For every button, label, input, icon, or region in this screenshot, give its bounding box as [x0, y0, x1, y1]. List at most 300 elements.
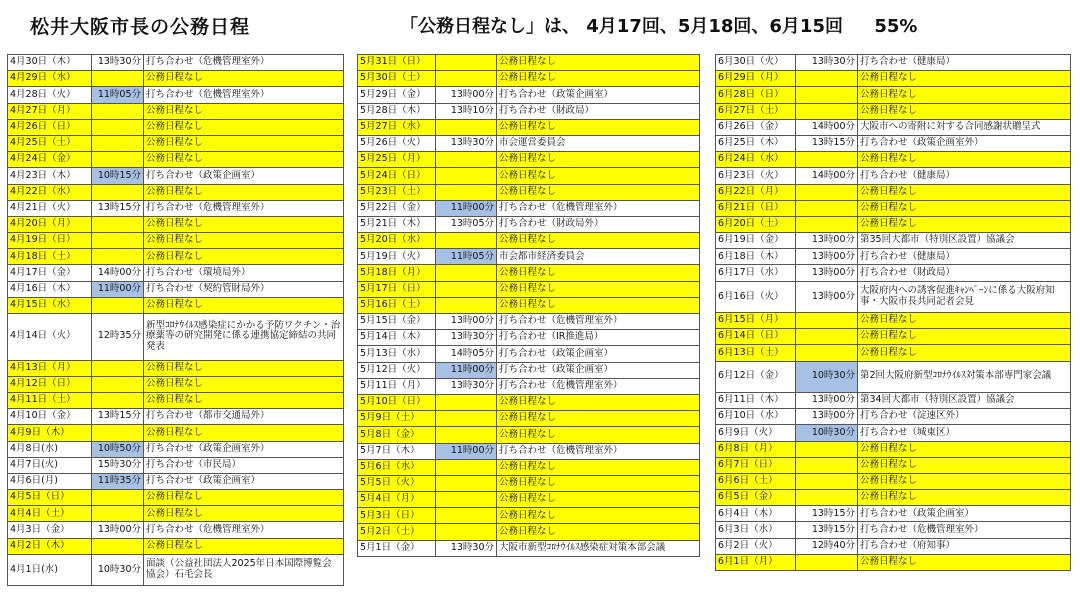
- description-cell: 大阪市への寄附に対する合同感謝状贈呈式: [858, 119, 1071, 135]
- date-cell: 5月26日（火）: [358, 135, 436, 151]
- time-cell: [436, 281, 497, 297]
- date-cell: 6月8日（月）: [716, 441, 796, 457]
- date-cell: 6月28日（日）: [716, 87, 796, 103]
- description-cell: 公務日程なし: [144, 184, 344, 200]
- description-cell: 公務日程なし: [144, 360, 344, 376]
- date-cell: 6月2日（火）: [716, 538, 796, 554]
- time-cell: [92, 119, 144, 135]
- description-cell: 打ち合わせ（城東区）: [858, 425, 1071, 441]
- time-cell: 11時00分: [436, 200, 497, 216]
- time-cell: [92, 249, 144, 265]
- table-row: [716, 87, 1071, 103]
- table-row: [716, 200, 1071, 216]
- time-cell: [436, 524, 497, 540]
- table-row: [716, 71, 1071, 87]
- description-cell: 公務日程なし: [858, 103, 1071, 119]
- date-cell: 5月13日（水）: [358, 346, 436, 362]
- time-cell: 11時05分: [436, 249, 497, 265]
- table-row: [8, 135, 344, 151]
- time-cell: [436, 119, 497, 135]
- table-row: [716, 119, 1071, 135]
- date-cell: 6月20日（土）: [716, 216, 796, 232]
- time-cell: [796, 152, 858, 168]
- time-cell: 14時00分: [796, 168, 858, 184]
- date-cell: 4月23日（木）: [8, 168, 92, 184]
- table-row: [8, 55, 344, 71]
- description-cell: 打ち合わせ（市民局）: [144, 457, 344, 473]
- date-cell: 4月24日（金）: [8, 152, 92, 168]
- time-cell: [796, 103, 858, 119]
- table-row: [358, 378, 700, 394]
- date-cell: 5月7日（木）: [358, 443, 436, 459]
- table-row: [358, 55, 700, 71]
- table-row: [358, 475, 700, 491]
- table-row: [716, 313, 1071, 329]
- time-cell: [436, 184, 497, 200]
- table-row: [716, 233, 1071, 249]
- time-cell: [796, 490, 858, 506]
- date-cell: 6月22日（月）: [716, 184, 796, 200]
- table-row: [358, 281, 700, 297]
- date-cell: 6月26日（金）: [716, 119, 796, 135]
- table-row: [716, 425, 1071, 441]
- date-cell: 5月5日（火）: [358, 475, 436, 491]
- time-cell: 13時30分: [92, 55, 144, 71]
- table-row: [358, 87, 700, 103]
- time-cell: [436, 297, 497, 313]
- time-cell: [436, 508, 497, 524]
- time-cell: 13時30分: [436, 378, 497, 394]
- date-cell: 4月28日（火）: [8, 87, 92, 103]
- time-cell: [92, 184, 144, 200]
- time-cell: [92, 71, 144, 87]
- table-row: [8, 184, 344, 200]
- date-cell: 6月6日（土）: [716, 473, 796, 489]
- date-cell: 6月24日（水）: [716, 152, 796, 168]
- description-cell: 公務日程なし: [858, 473, 1071, 489]
- time-cell: [92, 103, 144, 119]
- description-cell: 公務日程なし: [497, 281, 700, 297]
- table-row: [358, 443, 700, 459]
- date-cell: 4月16日（木）: [8, 281, 92, 297]
- table-row: [716, 152, 1071, 168]
- table-row: [358, 362, 700, 378]
- time-cell: [92, 425, 144, 441]
- table-row: [358, 524, 700, 540]
- date-cell: 6月23日（火）: [716, 168, 796, 184]
- time-cell: [436, 168, 497, 184]
- table-row: [358, 314, 700, 330]
- description-cell: 公務日程なし: [858, 184, 1071, 200]
- description-cell: 打ち合わせ（政策企画室）: [858, 506, 1071, 522]
- date-cell: 6月4日（木）: [716, 506, 796, 522]
- table-row: [8, 297, 344, 313]
- table-row: [8, 265, 344, 281]
- description-cell: 打ち合わせ（健康局）: [858, 55, 1071, 71]
- description-cell: 公務日程なし: [858, 200, 1071, 216]
- time-cell: 13時00分: [796, 233, 858, 249]
- table-row: [8, 119, 344, 135]
- description-cell: 公務日程なし: [858, 71, 1071, 87]
- time-cell: [436, 459, 497, 475]
- table-row: [358, 168, 700, 184]
- time-cell: 13時00分: [796, 392, 858, 408]
- table-row: [716, 361, 1071, 392]
- time-cell: 10時30分: [796, 425, 858, 441]
- date-cell: 4月7日(火): [8, 457, 92, 473]
- description-cell: 市会都市経済委員会: [497, 249, 700, 265]
- time-cell: 12時40分: [796, 538, 858, 554]
- date-cell: 4月30日（木）: [8, 55, 92, 71]
- time-cell: 13時00分: [436, 87, 497, 103]
- description-cell: 打ち合わせ（政策企画室）: [497, 362, 700, 378]
- date-cell: 4月20日（月）: [8, 216, 92, 232]
- description-cell: 打ち合わせ（財政局）: [497, 103, 700, 119]
- description-cell: 公務日程なし: [497, 55, 700, 71]
- time-cell: 13時00分: [796, 249, 858, 265]
- date-cell: 5月14日（木）: [358, 330, 436, 346]
- description-cell: 打ち合わせ（危機管理室外）: [497, 200, 700, 216]
- description-cell: 打ち合わせ（政策企画室）: [144, 473, 344, 489]
- description-cell: 公務日程なし: [497, 119, 700, 135]
- schedule-table-may: [357, 54, 700, 557]
- description-cell: 公務日程なし: [144, 297, 344, 313]
- date-cell: 6月15日（月）: [716, 313, 796, 329]
- date-cell: 5月16日（土）: [358, 297, 436, 313]
- table-row: [716, 329, 1071, 345]
- table-row: [8, 71, 344, 87]
- date-cell: 6月29日（月）: [716, 71, 796, 87]
- time-cell: 13時00分: [436, 314, 497, 330]
- time-cell: 13時00分: [796, 409, 858, 425]
- date-cell: 5月18日（月）: [358, 265, 436, 281]
- date-cell: 6月16日（火）: [716, 281, 796, 312]
- description-cell: 公務日程なし: [858, 490, 1071, 506]
- description-cell: 第35回大都市（特別区設置）協議会: [858, 233, 1071, 249]
- date-cell: 6月5日（金）: [716, 490, 796, 506]
- time-cell: [436, 427, 497, 443]
- date-cell: 5月4日（月）: [358, 492, 436, 508]
- description-cell: 公務日程なし: [497, 71, 700, 87]
- table-row: [358, 459, 700, 475]
- date-cell: 6月13日（土）: [716, 345, 796, 361]
- date-cell: 6月3日（水）: [716, 522, 796, 538]
- date-cell: 4月18日（土）: [8, 249, 92, 265]
- description-cell: 公務日程なし: [858, 216, 1071, 232]
- table-row: [358, 152, 700, 168]
- date-cell: 4月17日（金）: [8, 265, 92, 281]
- description-cell: 打ち合わせ（財政局外）: [497, 216, 700, 232]
- table-row: [358, 119, 700, 135]
- description-cell: 打ち合わせ（都市交通局外）: [144, 409, 344, 425]
- description-cell: 面談（公益社団法人2025年日本国際博覧会協会）石毛会長: [144, 554, 344, 585]
- table-row: [8, 249, 344, 265]
- time-cell: [436, 411, 497, 427]
- description-cell: 公務日程なし: [144, 135, 344, 151]
- description-cell: 新型ｺﾛﾅｳｲﾙｽ感染症にかかる予防ワクチン・治療薬等の研究開発に係る連携協定締結の共同発表: [144, 314, 344, 361]
- date-cell: 4月4日（土）: [8, 506, 92, 522]
- description-cell: 第34回大都市（特別区設置）協議会: [858, 392, 1071, 408]
- time-cell: [92, 506, 144, 522]
- date-cell: 6月11日（木）: [716, 392, 796, 408]
- description-cell: 打ち合わせ（府知事）: [858, 538, 1071, 554]
- table-row: [716, 184, 1071, 200]
- time-cell: [92, 376, 144, 392]
- description-cell: 第2回大阪府新型ｺﾛﾅｳｲﾙｽ対策本部専門家会議: [858, 361, 1071, 392]
- time-cell: [92, 490, 144, 506]
- summary-text: 「公務日程なし」は、 4月17回、5月18回、6月15回 55%: [400, 16, 918, 37]
- description-cell: 公務日程なし: [144, 490, 344, 506]
- description-cell: 公務日程なし: [858, 554, 1071, 570]
- date-cell: 5月1日（金）: [358, 540, 436, 556]
- date-cell: 5月11日（月）: [358, 378, 436, 394]
- description-cell: 公務日程なし: [497, 411, 700, 427]
- description-cell: 打ち合わせ（危機管理室外）: [497, 378, 700, 394]
- time-cell: 11時00分: [436, 362, 497, 378]
- description-cell: 打ち合わせ（政策企画室）: [497, 87, 700, 103]
- description-cell: 公務日程なし: [497, 459, 700, 475]
- date-cell: 5月3日（日）: [358, 508, 436, 524]
- date-cell: 5月24日（日）: [358, 168, 436, 184]
- description-cell: 打ち合わせ（危機管理室外）: [497, 443, 700, 459]
- time-cell: [436, 152, 497, 168]
- time-cell: [796, 313, 858, 329]
- time-cell: 11時00分: [92, 281, 144, 297]
- time-cell: [92, 216, 144, 232]
- table-row: [716, 168, 1071, 184]
- time-cell: 12時35分: [92, 314, 144, 361]
- table-row: [8, 392, 344, 408]
- time-cell: 10時30分: [92, 554, 144, 585]
- description-cell: 打ち合わせ（政策企画室）: [497, 346, 700, 362]
- date-cell: 4月10日（金）: [8, 409, 92, 425]
- date-cell: 6月18日（木）: [716, 249, 796, 265]
- description-cell: 公務日程なし: [144, 152, 344, 168]
- description-cell: 公務日程なし: [858, 329, 1071, 345]
- date-cell: 4月29日（水）: [8, 71, 92, 87]
- table-row: [716, 265, 1071, 281]
- table-row: [716, 522, 1071, 538]
- table-row: [8, 490, 344, 506]
- table-row: [358, 249, 700, 265]
- description-cell: 公務日程なし: [497, 475, 700, 491]
- description-cell: 公務日程なし: [497, 168, 700, 184]
- time-cell: [796, 457, 858, 473]
- table-row: [8, 168, 344, 184]
- date-cell: 4月5日（日）: [8, 490, 92, 506]
- time-cell: 13時00分: [796, 281, 858, 312]
- table-row: [358, 265, 700, 281]
- description-cell: 公務日程なし: [144, 71, 344, 87]
- date-cell: 5月17日（日）: [358, 281, 436, 297]
- date-cell: 5月6日（水）: [358, 459, 436, 475]
- time-cell: 13時30分: [436, 540, 497, 556]
- time-cell: [92, 233, 144, 249]
- table-row: [358, 103, 700, 119]
- time-cell: [92, 360, 144, 376]
- table-row: [358, 330, 700, 346]
- date-cell: 5月23日（土）: [358, 184, 436, 200]
- table-row: [716, 457, 1071, 473]
- date-cell: 5月22日（金）: [358, 200, 436, 216]
- date-cell: 5月31日（日）: [358, 55, 436, 71]
- description-cell: 公務日程なし: [497, 524, 700, 540]
- date-cell: 6月10日（水）: [716, 409, 796, 425]
- date-cell: 5月20日（水）: [358, 233, 436, 249]
- table-row: [358, 233, 700, 249]
- date-cell: 5月27日（水）: [358, 119, 436, 135]
- description-cell: 公務日程なし: [858, 313, 1071, 329]
- description-cell: 市会運営委員会: [497, 135, 700, 151]
- description-cell: 打ち合わせ（政策企画室）: [144, 168, 344, 184]
- description-cell: 打ち合わせ（契約管財局外）: [144, 281, 344, 297]
- date-cell: 6月14日（日）: [716, 329, 796, 345]
- date-cell: 6月7日（日）: [716, 457, 796, 473]
- time-cell: 11時05分: [92, 87, 144, 103]
- time-cell: [796, 200, 858, 216]
- date-cell: 4月1日(水): [8, 554, 92, 585]
- time-cell: 11時00分: [436, 443, 497, 459]
- time-cell: [92, 538, 144, 554]
- time-cell: 10時15分: [92, 168, 144, 184]
- table-row: [358, 216, 700, 232]
- table-row: [8, 314, 344, 361]
- table-row: [8, 152, 344, 168]
- description-cell: 打ち合わせ（危機管理室外）: [144, 87, 344, 103]
- time-cell: [796, 473, 858, 489]
- table-row: [8, 425, 344, 441]
- date-cell: 5月25日（月）: [358, 152, 436, 168]
- schedule-table-april: [7, 54, 344, 586]
- time-cell: [436, 394, 497, 410]
- table-row: [8, 281, 344, 297]
- description-cell: 公務日程なし: [144, 425, 344, 441]
- table-row: [716, 103, 1071, 119]
- table-row: [358, 135, 700, 151]
- page-title: 松井大阪市長の公務日程: [30, 16, 251, 38]
- description-cell: 公務日程なし: [144, 233, 344, 249]
- time-cell: 13時05分: [436, 216, 497, 232]
- time-cell: [92, 152, 144, 168]
- table-row: [716, 55, 1071, 71]
- table-row: [716, 409, 1071, 425]
- time-cell: 13時30分: [796, 55, 858, 71]
- date-cell: 4月6日(月): [8, 473, 92, 489]
- time-cell: 13時00分: [796, 265, 858, 281]
- description-cell: 公務日程なし: [144, 506, 344, 522]
- description-cell: 公務日程なし: [497, 152, 700, 168]
- time-cell: 14時00分: [92, 265, 144, 281]
- date-cell: 4月9日（木）: [8, 425, 92, 441]
- description-cell: 公務日程なし: [144, 249, 344, 265]
- date-cell: 5月29日（金）: [358, 87, 436, 103]
- time-cell: 11時35分: [92, 473, 144, 489]
- table-row: [8, 506, 344, 522]
- table-row: [358, 427, 700, 443]
- description-cell: 打ち合わせ（危機管理室外）: [144, 200, 344, 216]
- table-row: [8, 200, 344, 216]
- date-cell: 5月2日（土）: [358, 524, 436, 540]
- table-row: [358, 411, 700, 427]
- description-cell: 公務日程なし: [497, 184, 700, 200]
- date-cell: 6月17日（水）: [716, 265, 796, 281]
- time-cell: [796, 216, 858, 232]
- table-row: [716, 554, 1071, 570]
- description-cell: 打ち合わせ（IR推進局）: [497, 330, 700, 346]
- table-row: [8, 87, 344, 103]
- table-row: [8, 103, 344, 119]
- description-cell: 公務日程なし: [497, 427, 700, 443]
- date-cell: 6月9日（火）: [716, 425, 796, 441]
- date-cell: 4月21日（火）: [8, 200, 92, 216]
- date-cell: 5月28日（木）: [358, 103, 436, 119]
- description-cell: 打ち合わせ（健康局）: [858, 249, 1071, 265]
- description-cell: 公務日程なし: [497, 233, 700, 249]
- date-cell: 5月19日（火）: [358, 249, 436, 265]
- table-row: [8, 554, 344, 585]
- time-cell: [796, 71, 858, 87]
- table-row: [716, 135, 1071, 151]
- time-cell: [796, 345, 858, 361]
- time-cell: [796, 87, 858, 103]
- time-cell: 10時30分: [796, 361, 858, 392]
- table-row: [358, 492, 700, 508]
- table-row: [358, 394, 700, 410]
- description-cell: 公務日程なし: [858, 345, 1071, 361]
- time-cell: 14時00分: [796, 119, 858, 135]
- time-cell: 13時15分: [92, 200, 144, 216]
- time-cell: [436, 265, 497, 281]
- table-row: [8, 522, 344, 538]
- date-cell: 4月27日（月）: [8, 103, 92, 119]
- table-row: [8, 409, 344, 425]
- time-cell: [92, 392, 144, 408]
- time-cell: [92, 135, 144, 151]
- table-row: [8, 538, 344, 554]
- date-cell: 4月25日（土）: [8, 135, 92, 151]
- date-cell: 6月30日（火）: [716, 55, 796, 71]
- description-cell: 打ち合わせ（環境局外）: [144, 265, 344, 281]
- table-row: [716, 490, 1071, 506]
- description-cell: 打ち合わせ（危機管理室外）: [858, 522, 1071, 538]
- date-cell: 6月1日（月）: [716, 554, 796, 570]
- description-cell: 公務日程なし: [144, 376, 344, 392]
- time-cell: 13時30分: [436, 330, 497, 346]
- table-row: [358, 200, 700, 216]
- time-cell: [92, 297, 144, 313]
- date-cell: 6月27日（土）: [716, 103, 796, 119]
- time-cell: 10時50分: [92, 441, 144, 457]
- date-cell: 4月2日（木）: [8, 538, 92, 554]
- time-cell: [796, 329, 858, 345]
- description-cell: 大阪府内への誘客促進ｷｬﾝﾍﾟｰﾝに係る大阪府知事・大阪市長共同記者会見: [858, 281, 1071, 312]
- description-cell: 公務日程なし: [144, 392, 344, 408]
- table-row: [8, 473, 344, 489]
- date-cell: 5月10日（日）: [358, 394, 436, 410]
- table-row: [358, 297, 700, 313]
- description-cell: 公務日程なし: [858, 87, 1071, 103]
- description-cell: 公務日程なし: [144, 216, 344, 232]
- table-row: [358, 508, 700, 524]
- description-cell: 打ち合わせ（危機管理室外）: [497, 314, 700, 330]
- date-cell: 6月19日（金）: [716, 233, 796, 249]
- date-cell: 5月9日（土）: [358, 411, 436, 427]
- time-cell: 13時15分: [796, 506, 858, 522]
- time-cell: 13時30分: [436, 135, 497, 151]
- table-row: [716, 392, 1071, 408]
- time-cell: 14時05分: [436, 346, 497, 362]
- description-cell: 打ち合わせ（危機管理室外）: [144, 522, 344, 538]
